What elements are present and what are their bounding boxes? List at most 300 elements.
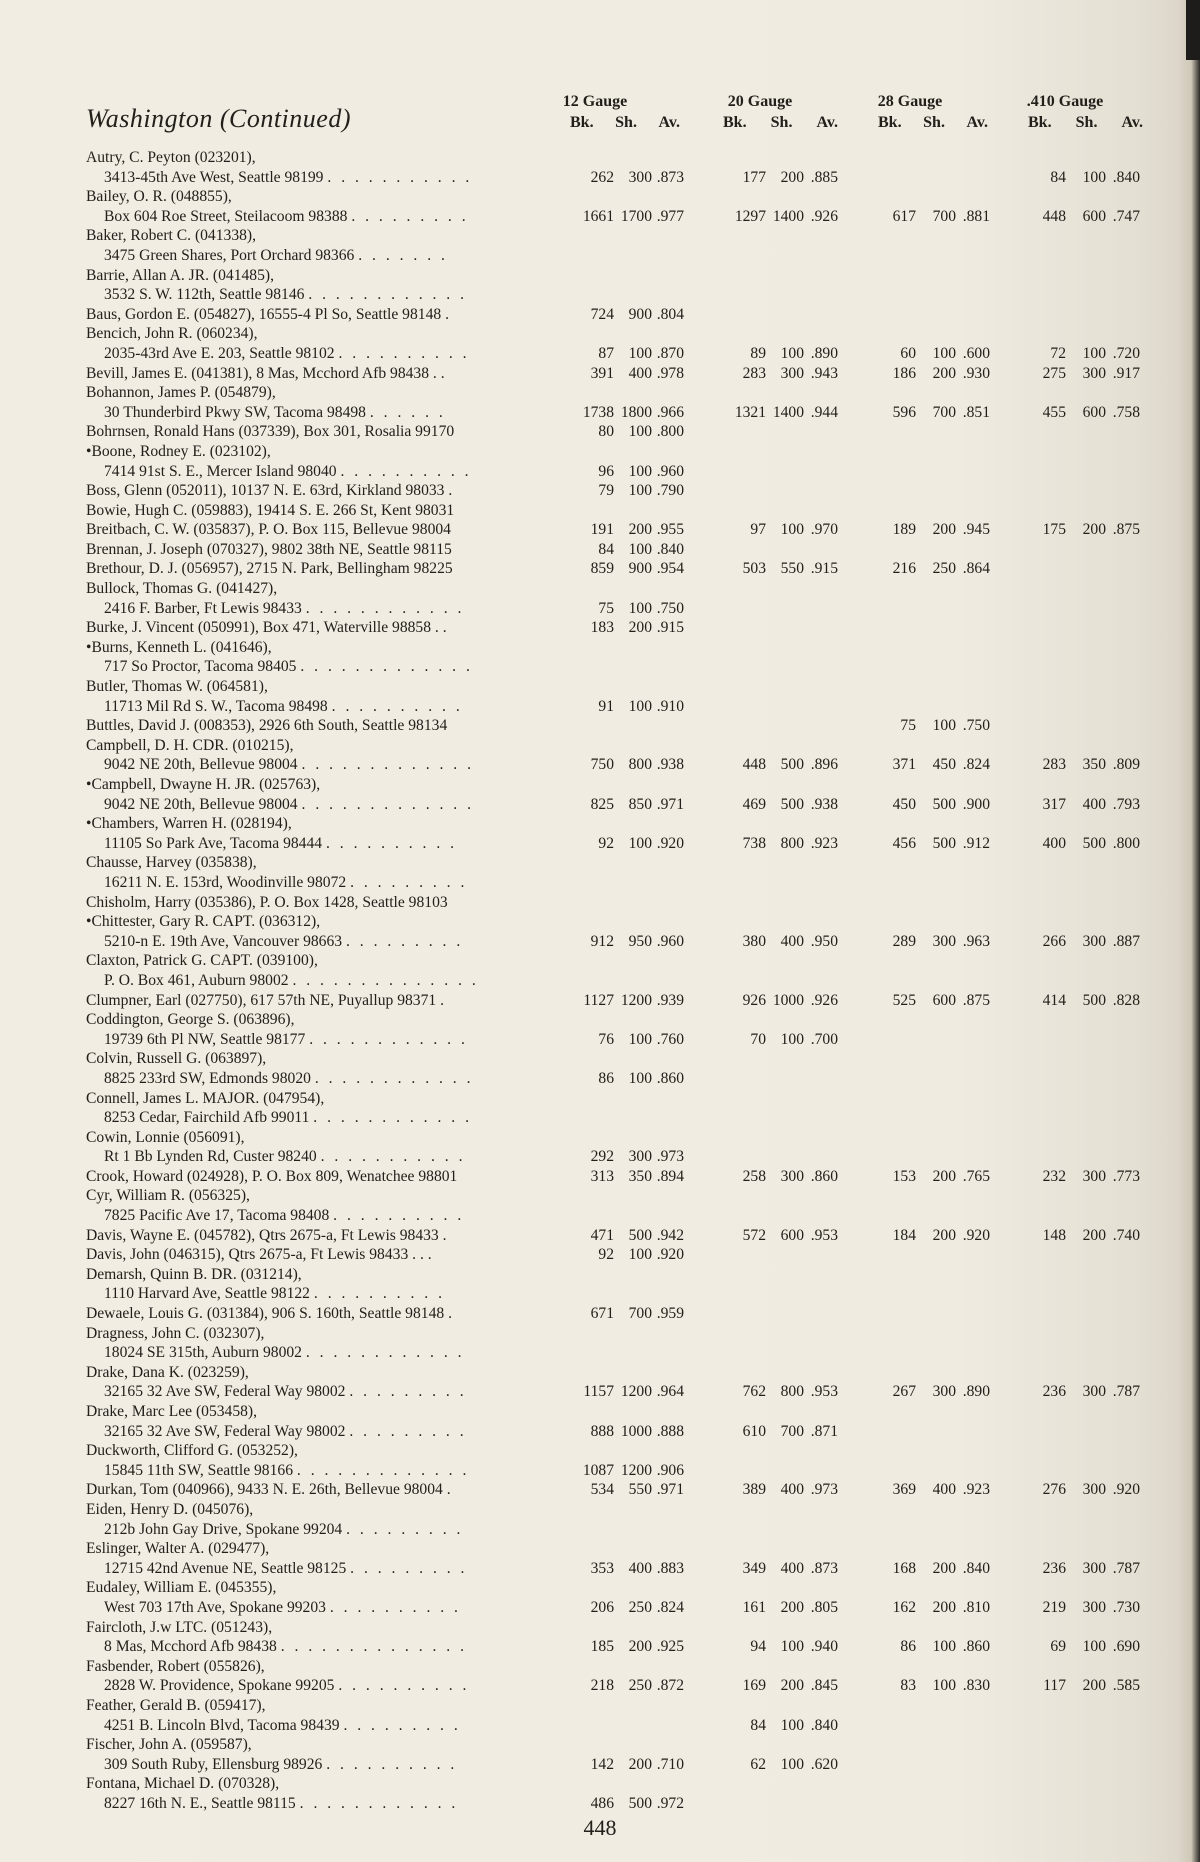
av-value: .800 [1112,834,1140,852]
sh-value: 100 [932,1677,956,1695]
sh-value: 1000 [772,991,804,1009]
table-row [86,814,1146,834]
table-row [86,1343,1146,1363]
bk-value: 572 [742,1226,766,1244]
table-row [86,677,1146,697]
sh-value: 200 [932,1598,956,1616]
sh-value: 1200 [620,991,652,1009]
member-name: Crook, Howard (024928), P. O. Box 809, Wenatchee 98801 [86,1167,458,1185]
member-name: Bevill, James E. (041381), 8 Mas, Mcchord Afb 98438 . . [86,364,445,382]
av-value: .920 [1112,1481,1140,1499]
av-value: .890 [962,1383,990,1401]
table-row [86,1637,1146,1657]
address-text: 32165 32 Ave SW, Federal Way 98002 [104,1422,346,1440]
section-title: Washington (Continued) [86,104,351,133]
av-value: .960 [656,932,684,950]
bk-value: 317 [1042,795,1066,813]
sh-value: 1400 [772,207,804,225]
table-row [86,383,1146,403]
member-address [104,1637,467,1657]
table-row [86,1735,1146,1755]
gauge-410-heading: .410 Gauge [1026,93,1104,110]
gauge-20-heading: 20 Gauge [727,93,793,110]
table-row [86,1049,1146,1069]
bk-value: 84 [598,540,614,558]
av-value: .750 [656,599,684,617]
sh-value: 350 [628,1167,652,1185]
av-value: .620 [810,1755,838,1773]
table-row [86,148,1146,168]
table-row [86,755,1146,775]
bk-value: 448 [742,756,766,774]
av-value: .840 [1112,168,1140,186]
table-row [86,207,1146,227]
bk-value: 912 [590,932,614,950]
sh-value: 200 [932,1167,956,1185]
bk-value: 75 [900,717,916,735]
av-value: .873 [656,168,684,186]
av-value: .885 [810,168,838,186]
table-row [86,716,1146,736]
bk-value: 92 [598,1246,614,1264]
member-name: Autry, C. Peyton (023201), [86,149,256,166]
leader-dots: . . . . . . . . . . . [320,1148,466,1166]
leader-dots: . . . . . . . . . [350,1559,468,1577]
sh-value: 100 [628,462,652,480]
sh-value: 250 [932,560,956,578]
member-name: Eudaley, William E. (045355), [86,1579,277,1597]
sh-value: 100 [628,1069,652,1087]
table-row [86,1794,1146,1814]
address-text: 15845 11th SW, Seattle 98166 [104,1461,293,1479]
table-row [86,285,1146,305]
sh-value: 300 [1082,1481,1106,1499]
member-address [104,1676,469,1696]
table-row [86,1363,1146,1383]
av-value: .758 [1112,403,1140,421]
sh-value: 700 [932,207,956,225]
av-value: .971 [656,795,684,813]
sh-value: 1200 [620,1383,652,1401]
sh-value: 100 [1082,1638,1106,1656]
av-value: .840 [810,1716,838,1734]
sh-value: 100 [628,599,652,617]
sh-value: 100 [628,1246,652,1264]
bk-value: 94 [750,1638,766,1656]
sh-value: 450 [932,756,956,774]
sh-value: 400 [780,1481,804,1499]
table-row [86,638,1146,658]
av-value: .840 [962,1559,990,1577]
member-name: Claxton, Patrick G. CAPT. (039100), [86,952,318,970]
member-address [104,285,467,305]
bk-value: 289 [892,932,916,950]
bk-value: 177 [742,168,766,186]
bk-value: 1738 [582,403,614,421]
av-value: .740 [1112,1226,1140,1244]
member-name: Dewaele, Louis G. (031384), 906 S. 160th, Seattle 98148 . [86,1305,452,1323]
sh-value: 1200 [620,1461,652,1479]
sh-value: 850 [628,795,652,813]
bk-value: 232 [1042,1167,1066,1185]
table-row [86,932,1146,952]
gauge-28-subheads [878,114,988,132]
table-row [86,795,1146,815]
bk-value: 596 [892,403,916,421]
sh-value: 500 [932,795,956,813]
table-row [86,1382,1146,1402]
member-name: Barrie, Allan A. JR. (041485), [86,266,274,284]
bk-value: 750 [590,756,614,774]
sh-value: 500 [628,1226,652,1244]
av-value: .920 [656,1246,684,1264]
table-row [86,1284,1146,1304]
bk-value: 389 [742,1481,766,1499]
av-value: .945 [962,521,990,539]
sh-value: 350 [1082,756,1106,774]
table-row [86,1520,1146,1540]
bk-value: 610 [742,1422,766,1440]
table-row [86,1716,1146,1736]
member-address [104,657,473,677]
av-value: .710 [656,1755,684,1773]
table-row [86,344,1146,364]
table-row [86,599,1146,619]
address-text: 7414 91st S. E., Mercer Island 98040 [104,462,337,480]
sh-value: 400 [1082,795,1106,813]
bk-value: 218 [590,1677,614,1695]
av-label: Av. [1121,114,1143,131]
table-row [86,1539,1146,1559]
sh-value: 200 [932,364,956,382]
bk-value: 236 [1042,1559,1066,1577]
bk-value: 162 [892,1598,916,1616]
av-value: .765 [962,1167,990,1185]
bk-value: 371 [892,756,916,774]
bk-value: 1297 [734,207,766,225]
table-row [86,618,1146,638]
bk-label: Bk. [1028,114,1052,131]
member-address [104,1755,457,1775]
av-value: .953 [810,1383,838,1401]
av-value: .845 [810,1677,838,1695]
address-text: 32165 32 Ave SW, Federal Way 98002 [104,1383,346,1401]
bk-value: 86 [900,1638,916,1656]
sh-value: 1400 [772,403,804,421]
address-text: 1110 Harvard Ave, Seattle 98122 [104,1285,310,1303]
table-row [86,520,1146,540]
address-text: 2416 F. Barber, Ft Lewis 98433 [104,599,302,617]
member-name: Baker, Robert C. (041338), [86,227,257,245]
av-value: .864 [962,560,990,578]
bk-value: 175 [1042,521,1066,539]
bk-value: 96 [598,462,614,480]
member-name: •Chittester, Gary R. CAPT. (036312), [86,913,321,931]
sh-value: 250 [628,1677,652,1695]
leader-dots: . . . . . . . . . . [331,697,463,715]
table-row [86,1069,1146,1089]
member-address [104,344,470,364]
av-value: .912 [962,834,990,852]
table-row [86,1618,1146,1638]
bk-value: 216 [892,560,916,578]
member-name: Durkan, Tom (040966), 9433 N. E. 26th, Bellevue 98004 . [86,1481,451,1499]
sh-value: 500 [1082,834,1106,852]
member-name: Bowie, Hugh C. (059883), 19414 S. E. 266 St, Kent 98031 [86,501,455,519]
address-text: 8253 Cedar, Fairchild Afb 99011 [104,1109,310,1127]
bk-value: 724 [590,305,614,323]
table-row [86,1480,1146,1500]
address-text: 4251 B. Lincoln Blvd, Tacoma 98439 [104,1716,340,1734]
sh-value: 1700 [620,207,652,225]
table-row [86,775,1146,795]
member-address [104,834,457,854]
bk-value: 84 [750,1716,766,1734]
av-value: .747 [1112,207,1140,225]
av-value: .870 [656,344,684,362]
av-value: .804 [656,305,684,323]
sh-value: 100 [628,540,652,558]
table-row [86,1578,1146,1598]
av-value: .860 [962,1638,990,1656]
bk-value: 168 [892,1559,916,1577]
sh-value: 300 [1082,932,1106,950]
sh-value: 600 [1082,403,1106,421]
gauge-12-heading: 12 Gauge [562,93,628,110]
sh-value: 400 [780,1559,804,1577]
address-text: 12715 42nd Avenue NE, Seattle 98125 [104,1559,347,1577]
av-value: .787 [1112,1559,1140,1577]
av-value: .828 [1112,991,1140,1009]
member-address [104,1794,458,1814]
sh-value: 300 [1082,1167,1106,1185]
av-value: .960 [656,462,684,480]
address-text: 5210-n E. 19th Ave, Vancouver 98663 [104,932,343,950]
av-value: .920 [962,1226,990,1244]
bk-value: 89 [750,344,766,362]
av-value: .972 [656,1794,684,1812]
table-row [86,991,1146,1011]
sh-value: 200 [628,1638,652,1656]
bk-value: 283 [742,364,766,382]
leader-dots: . . . . . . . . . . [313,1285,445,1303]
sh-value: 100 [780,1755,804,1773]
table-row [86,462,1146,482]
bk-value: 1087 [582,1461,614,1479]
av-value: .887 [1112,932,1140,950]
table-row [86,364,1146,384]
member-address [104,1598,461,1618]
bk-value: 455 [1042,403,1066,421]
sh-value: 300 [780,1167,804,1185]
member-address [104,873,467,893]
leader-dots: . . . . . . . . . [343,1716,461,1734]
table-row [86,834,1146,854]
bk-value: 283 [1042,756,1066,774]
av-value: .690 [1112,1638,1140,1656]
bk-value: 75 [598,599,614,617]
bk-value: 471 [590,1226,614,1244]
sh-value: 300 [628,168,652,186]
table-row [86,1010,1146,1030]
av-value: .906 [656,1461,684,1479]
address-text: 11713 Mil Rd S. W., Tacoma 98498 [104,697,328,715]
member-name: Campbell, D. H. CDR. (010215), [86,736,294,754]
bk-value: 313 [590,1167,614,1185]
member-address [104,1716,461,1736]
bk-value: 70 [750,1030,766,1048]
bk-value: 276 [1042,1481,1066,1499]
member-name: Drake, Dana K. (023259), [86,1363,249,1381]
table-row [86,422,1146,442]
bk-value: 414 [1042,991,1066,1009]
sh-value: 800 [628,756,652,774]
member-name: Buttles, David J. (008353), 2926 6th South, Seattle 98134 [86,717,448,735]
av-value: .973 [810,1481,838,1499]
bk-value: 738 [742,834,766,852]
av-value: .773 [1112,1167,1140,1185]
bk-value: 72 [1050,344,1066,362]
member-address [104,1030,468,1050]
bk-value: 888 [590,1422,614,1440]
leader-dots: . . . . . . . . . . [329,1598,461,1616]
bk-value: 84 [1050,168,1066,186]
bk-value: 349 [742,1559,766,1577]
av-value: .894 [656,1167,684,1185]
sh-value: 100 [780,1638,804,1656]
table-row [86,1147,1146,1167]
member-address [104,1147,465,1167]
table-row [86,1441,1146,1461]
av-value: .953 [810,1226,838,1244]
sh-value: 800 [780,834,804,852]
av-value: .872 [656,1677,684,1695]
leader-dots: . . . . . . . . . [351,207,469,225]
sh-value: 100 [932,1638,956,1656]
bk-value: 1321 [734,403,766,421]
bk-value: 117 [1043,1677,1066,1695]
member-name: Eiden, Henry D. (045076), [86,1500,254,1518]
av-value: .881 [962,207,990,225]
leader-dots: . . . . . . . . . . . . [299,1794,459,1812]
table-row [86,697,1146,717]
member-name: Eslinger, Walter A. (029477), [86,1540,270,1558]
gauge-20-subheads [723,114,838,132]
table-row [86,1245,1146,1265]
sh-value: 200 [932,1559,956,1577]
av-value: .973 [656,1148,684,1166]
av-value: .943 [810,364,838,382]
bk-value: 76 [598,1030,614,1048]
table-row [86,1500,1146,1520]
bk-value: 469 [742,795,766,813]
member-address [104,599,464,619]
address-text: 16211 N. E. 153rd, Woodinville 98072 [104,873,347,891]
member-name: Feather, Gerald B. (059417), [86,1696,266,1714]
av-value: .875 [1112,521,1140,539]
leader-dots: . . . . . . . . . . [326,1755,458,1773]
bk-value: 83 [900,1677,916,1695]
member-address [104,755,474,775]
bk-value: 825 [590,795,614,813]
bk-value: 148 [1042,1226,1066,1244]
table-row [86,1559,1146,1579]
sh-value: 700 [780,1422,804,1440]
sh-value: 200 [1082,1226,1106,1244]
member-name: Breitbach, C. W. (035837), P. O. Box 115, Bellevue 98004 [86,521,451,539]
sh-value: 300 [932,932,956,950]
member-address [104,207,469,227]
leader-dots: . . . . . . . [358,246,448,264]
address-text: 11105 So Park Ave, Tacoma 98444 [104,834,323,852]
table-row [86,1128,1146,1148]
leader-dots: . . . . . . . . . . [340,462,472,480]
sh-value: 100 [1082,168,1106,186]
bk-value: 400 [1042,834,1066,852]
leader-dots: . . . . . . . . . . . . . [301,795,474,813]
address-text: 3413-45th Ave West, Seattle 98199 [104,168,324,186]
table-row [86,893,1146,913]
bk-value: 79 [598,482,614,500]
bk-value: 534 [590,1481,614,1499]
sh-label: Sh. [615,114,637,131]
bk-value: 86 [598,1069,614,1087]
table-row [86,501,1146,521]
bk-value: 1127 [583,991,614,1009]
member-name: Coddington, George S. (063896), [86,1011,295,1029]
sh-label: Sh. [923,114,945,131]
bk-value: 267 [892,1383,916,1401]
sh-value: 100 [932,717,956,735]
member-name: Fontana, Michael D. (070328), [86,1775,280,1793]
sh-value: 200 [628,619,652,637]
av-value: .950 [810,932,838,950]
address-text: 18024 SE 315th, Auburn 98002 [104,1344,302,1362]
leader-dots: . . . . . . . . . [345,932,464,950]
member-address [104,168,472,188]
leader-dots: . . . . . . . . . [349,1422,467,1440]
av-value: .805 [810,1598,838,1616]
sh-value: 500 [628,1794,652,1812]
member-name: •Boone, Rodney E. (023102), [86,442,271,460]
member-address [104,1461,469,1481]
table-row [86,266,1146,286]
bk-value: 161 [742,1598,766,1616]
table-row [86,657,1146,677]
sh-value: 300 [1082,364,1106,382]
address-text: West 703 17th Ave, Spokane 99203 [104,1598,326,1616]
bk-value: 191 [590,521,614,539]
member-name: Clumpner, Earl (027750), 617 57th NE, Puyallup 98371 . [86,991,444,1009]
av-value: .600 [962,344,990,362]
member-name: Demarsh, Quinn B. DR. (031214), [86,1265,302,1283]
member-address [104,1382,467,1402]
av-value: .971 [656,1481,684,1499]
av-label: Av. [816,114,838,131]
leader-dots: . . . . . . . . . . . . [305,599,465,617]
av-value: .896 [810,756,838,774]
av-value: .824 [962,756,990,774]
bk-value: 62 [750,1755,766,1773]
table-row [86,1696,1146,1716]
table-row [86,305,1146,325]
table-row [86,403,1146,423]
member-name: Cowin, Lonnie (056091), [86,1128,245,1146]
address-text: 309 South Ruby, Ellensburg 98926 [104,1755,323,1773]
member-name: Connell, James L. MAJOR. (047954), [86,1089,325,1107]
table-row [86,736,1146,756]
av-value: .851 [962,403,990,421]
